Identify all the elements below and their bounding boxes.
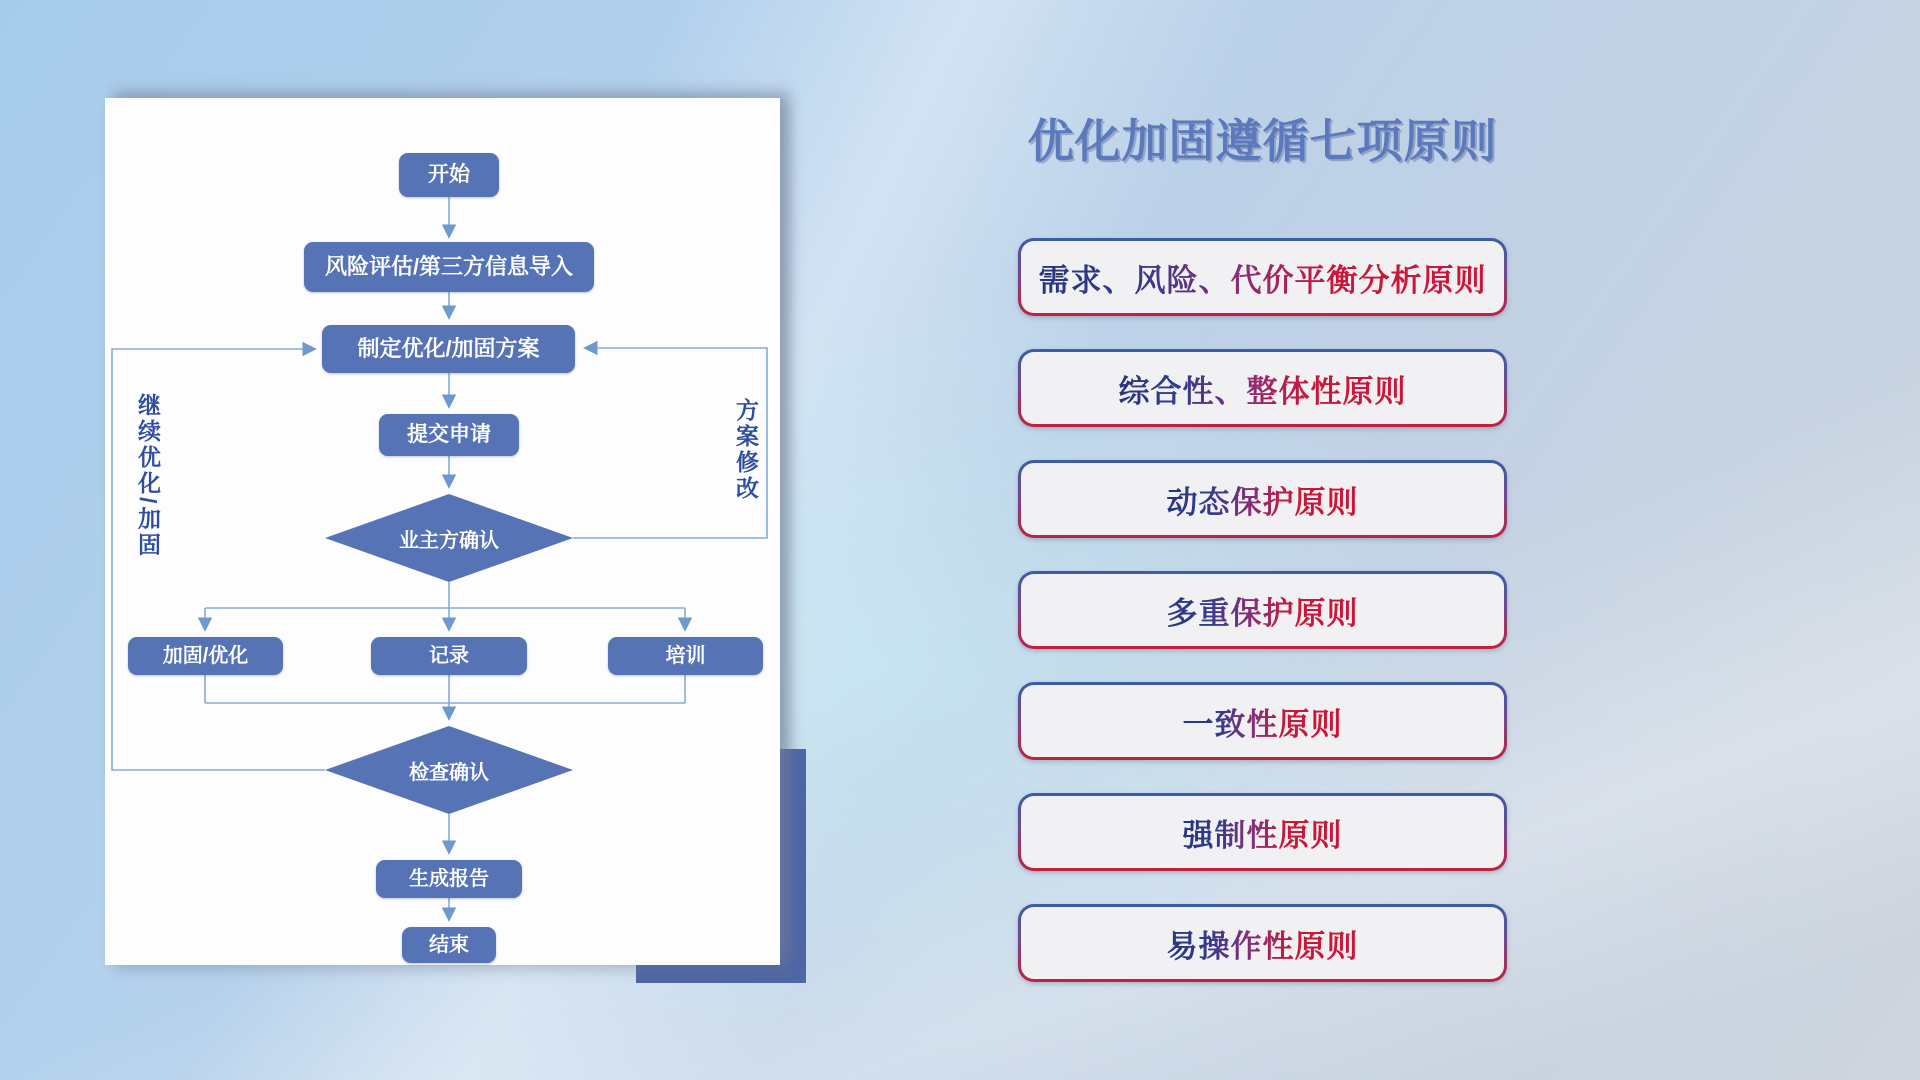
principle-label-3: 动态保护原则 [1167,477,1359,522]
flow-node-record: 记录 [371,637,527,675]
edge-label-plan-revision: 方案修改 [733,398,759,502]
flow-node-risk-assessment: 风险评估/第三方信息导入 [304,242,594,292]
flow-node-check-confirm-label: 检查确认 [409,761,489,784]
principle-box-1 [1018,238,1507,316]
principle-label-7: 易操作性原则 [1167,921,1359,966]
principle-label-2: 综合性、整体性原则 [1119,366,1407,411]
principle-box-3-inner [1021,463,1504,535]
principle-box-5-inner [1021,685,1504,757]
flow-node-training: 培训 [608,637,763,675]
flow-node-submit-request: 提交申请 [379,414,519,456]
page-title: 优化加固遵循七项原则 [1027,115,1498,167]
principle-box-2 [1018,349,1507,427]
principle-box-5 [1018,682,1507,760]
principle-label-6: 强制性原则 [1183,810,1343,855]
principle-box-4 [1018,571,1507,649]
edge-label-continue-optimize: 继续优化/加固 [135,393,161,559]
flow-node-harden-optimize: 加固/优化 [128,637,283,675]
flow-node-generate-report: 生成报告 [376,860,522,898]
principle-box-7-inner [1021,907,1504,979]
flow-node-start: 开始 [399,153,499,197]
principle-box-6-inner [1021,796,1504,868]
principle-box-1-inner [1021,241,1504,313]
principles-list [1018,238,1507,982]
principle-label-5: 一致性原则 [1183,699,1343,744]
flow-node-owner-confirm-label: 业主方确认 [399,529,499,552]
principle-box-4-inner [1021,574,1504,646]
flow-node-end: 结束 [402,927,496,963]
principle-box-2-inner [1021,352,1504,424]
flow-node-make-plan: 制定优化/加固方案 [322,325,575,373]
principle-label-1: 需求、风险、代价平衡分析原则 [1039,255,1487,300]
flowchart-card [105,98,780,965]
principle-box-6 [1018,793,1507,871]
principle-box-7 [1018,904,1507,982]
principle-label-4: 多重保护原则 [1167,588,1359,633]
principle-box-3 [1018,460,1507,538]
